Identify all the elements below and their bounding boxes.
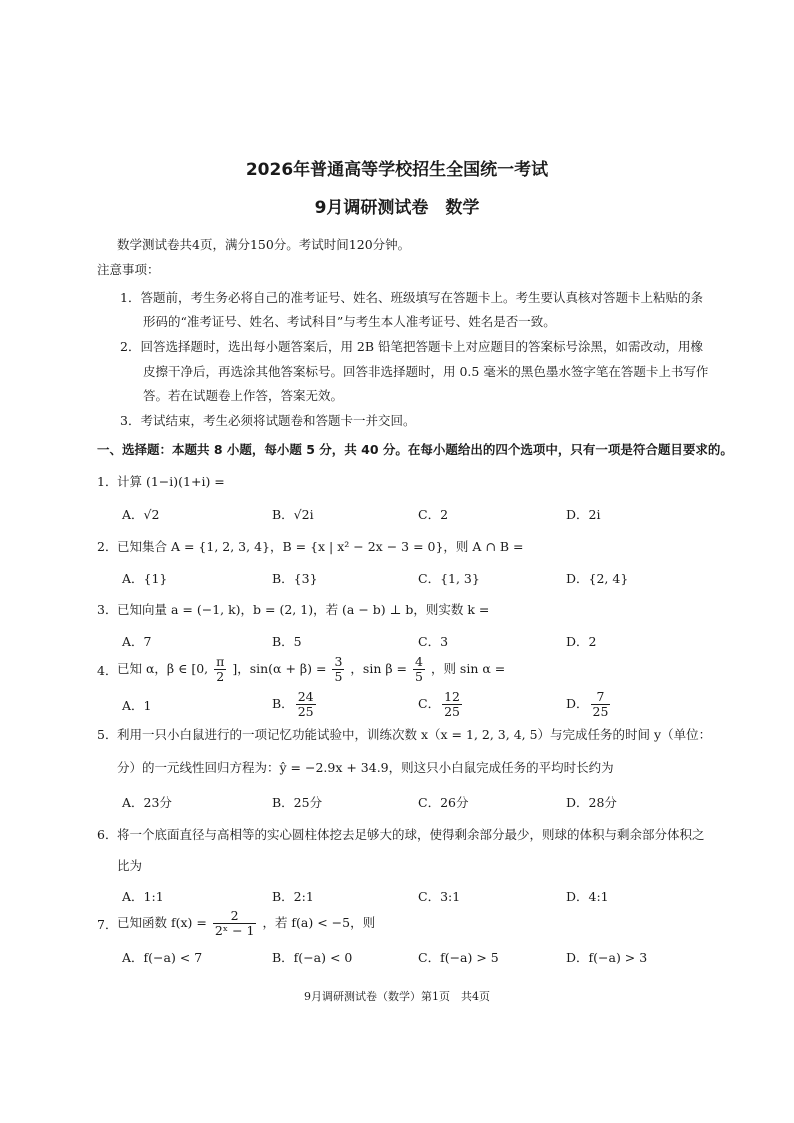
numerator: 7 [591, 690, 611, 705]
question-stem [117, 909, 375, 938]
notes-heading: 注意事项： [97, 262, 160, 277]
option-a: A．{1} [122, 571, 168, 586]
denominator: 2ˣ − 1 [214, 923, 255, 938]
option-c: C．2 [418, 507, 449, 522]
option-b: B．{3} [272, 571, 318, 586]
numerator: 12 [444, 689, 460, 704]
option-c: C．3:1 [418, 889, 461, 904]
stem-text: ，则 sin α = [430, 661, 506, 676]
option-c: C．f(−a) > 5 [418, 950, 499, 965]
question-stem: 已知集合 A = {1, 2, 3, 4}，B = {x | x² − 2x − 3 = 0}，则 A ∩ B = [117, 539, 524, 554]
option-a: A．7 [122, 634, 152, 649]
option-c: C．{1, 3} [418, 571, 480, 586]
question-stem: 已知向量 a = (−1, k)，b = (2, 1)，若 (a − b) ⊥ b，则实数 k = [117, 602, 490, 617]
exam-title: 2026年普通高等学校招生全国统一考试 [245, 160, 549, 180]
stem-text: ，若 f(a) < −5，则 [262, 915, 376, 930]
fraction-pi-over-2 [214, 655, 226, 684]
denominator: 25 [297, 704, 314, 719]
option-value: 1 [143, 698, 152, 713]
option-d: D．28分 [566, 795, 617, 810]
question-number: 5． [97, 727, 118, 742]
note-1-line-2: 形码的“准考证号、姓名、考试科目”与考生本人准考证号、姓名是否一致。 [143, 314, 556, 329]
question-4-options [0, 690, 794, 722]
denominator: 5 [415, 669, 423, 684]
option-label: B． [272, 696, 294, 711]
fraction [296, 690, 316, 719]
note-2-line-1: 2．回答选择题时，选出每小题答案后，用 2B 铅笔把答题卡上对应题目的答案标号涂黑，如需改动，用橡 [120, 339, 704, 354]
question-stem-line-1: 将一个底面直径与高相等的实心圆柱体挖去足够大的球，使得剩余部分最少，则球的体积与剩余部分体积之 [117, 827, 705, 842]
option-d: D．f(−a) > 3 [566, 950, 648, 965]
question-stem-line-2: 比为 [117, 858, 143, 873]
numerator: 4 [415, 654, 423, 669]
option-d [566, 690, 612, 719]
intro-text: 数学测试卷共4页，满分150分。考试时间120分钟。 [117, 237, 411, 252]
fraction [213, 909, 257, 938]
option-b [272, 690, 318, 719]
stem-text: 已知函数 f(x) = [117, 915, 207, 930]
option-label: D． [566, 696, 589, 711]
fraction [591, 690, 611, 719]
fraction [413, 655, 425, 684]
option-c: C．3 [418, 634, 449, 649]
numerator: π [216, 654, 225, 669]
option-a [122, 698, 151, 714]
option-a: A．23分 [122, 795, 172, 810]
page-footer: 9月调研测试卷（数学）第1页 共4页 [304, 990, 490, 1003]
question-number: 4． [97, 663, 118, 678]
option-d: D．{2, 4} [566, 571, 629, 586]
option-d: D．4:1 [566, 889, 609, 904]
note-2-line-2: 皮擦干净后，再选涂其他答案标号。回答非选择题时，用 0.5 毫米的黑色墨水签字笔在答题卡上书写作 [143, 364, 709, 379]
option-d: D．2 [566, 634, 597, 649]
denominator: 2 [216, 669, 225, 684]
option-label: A． [122, 698, 144, 713]
fraction [442, 690, 462, 719]
option-a: A．f(−a) < 7 [122, 950, 203, 965]
numerator: 24 [297, 689, 314, 704]
option-a: A．1:1 [122, 889, 164, 904]
denominator: 25 [444, 704, 460, 719]
option-a: A．√2 [122, 507, 160, 522]
option-b: B．5 [272, 634, 302, 649]
question-number: 1． [97, 474, 118, 489]
option-d: D．2i [566, 507, 601, 522]
numerator: 3 [334, 654, 343, 669]
question-number: 3． [97, 602, 118, 617]
option-b: B．25分 [272, 795, 323, 810]
question-stem [117, 655, 505, 684]
question-stem: 计算 (1−i)(1+i) = [117, 474, 225, 489]
option-b: B．√2i [272, 507, 314, 522]
stem-text: 已知 α，β ∈ [0, [117, 661, 209, 676]
fraction [332, 655, 344, 684]
question-number: 2． [97, 539, 118, 554]
option-c: C．26分 [418, 795, 469, 810]
note-1-line-1: 1．答题前，考生务必将自己的准考证号、姓名、班级填写在答题卡上。考生要认真核对答题卡上粘贴的条 [120, 290, 703, 305]
option-c [418, 690, 464, 719]
option-b: B．f(−a) < 0 [272, 950, 353, 965]
option-label: C． [418, 696, 441, 711]
question-stem-line-1: 利用一只小白鼠进行的一项记忆功能试验中，训练次数 x（x = 1, 2, 3, 4, 5）与完成任务的时间 y（单位： [117, 727, 712, 742]
exam-subtitle: 9月调研测试卷 数学 [314, 198, 480, 218]
denominator: 25 [592, 704, 609, 719]
denominator: 5 [334, 669, 343, 684]
note-3-line-1: 3．考试结束，考生必须将试题卷和答题卡一并交回。 [120, 413, 416, 428]
question-number: 7． [97, 917, 118, 932]
question-number: 6． [97, 827, 118, 842]
option-b: B．2:1 [272, 889, 314, 904]
numerator: 2 [213, 909, 257, 924]
note-2-line-3: 答。若在试题卷上作答，答案无效。 [143, 388, 344, 403]
section-heading: 一、选择题：本题共 8 小题，每小题 5 分，共 40 分。在每小题给出的四个选项中，只有一项是符合题目要求的。 [97, 442, 733, 457]
stem-text: ]，sin(α + β) = [232, 661, 327, 676]
stem-text: ，sin β = [350, 661, 408, 676]
question-stem-line-2: 分）的一元线性回归方程为：ŷ = −2.9x + 34.9，则这只小白鼠完成任务的平均时长约为 [117, 760, 614, 775]
